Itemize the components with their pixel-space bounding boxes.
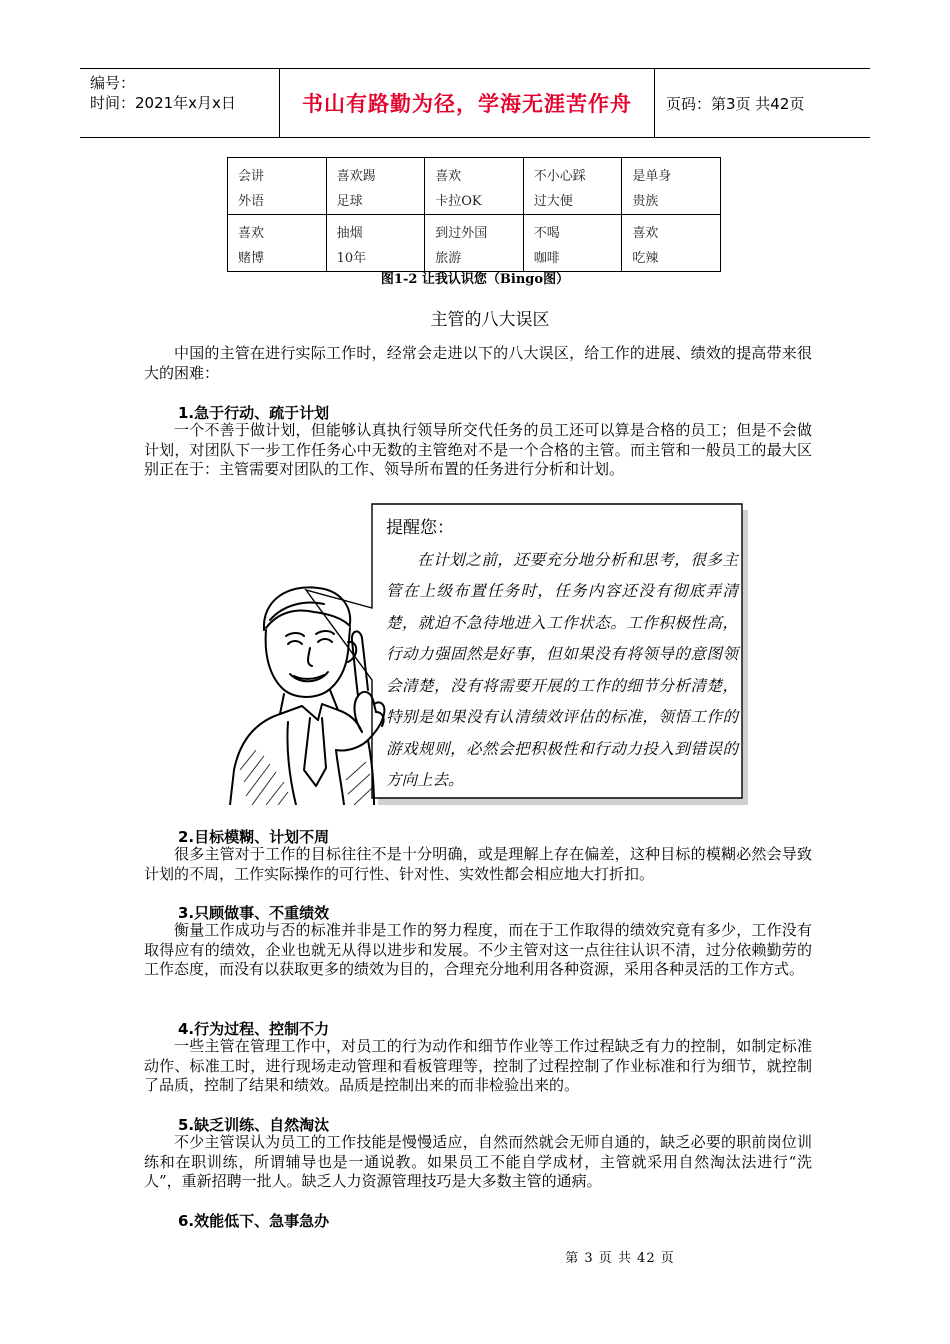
table-row [228,158,721,215]
header-page-info: 页码：第3页 共42页 [666,94,805,113]
intro-paragraph: 中国的主管在进行实际工作时，经常会走进以下的八大误区，给工作的进展、绩效的提高带来很大的困难： [144,344,812,382]
table-cell: 喜欢踢 足球 [326,158,425,215]
item-heading-4: 4.行为过程、控制不力 [178,1020,330,1038]
document-number-label: 编号： [90,74,136,92]
table-cell: 不小心踩 过大便 [523,158,622,215]
table-cell: 到过外国 旅游 [425,215,524,272]
table-cell: 抽烟 10年 [326,215,425,272]
table-cell: 喜欢 赌博 [228,215,327,272]
item-heading-2: 2.目标模糊、计划不周 [178,828,330,846]
table-cell: 是单身 贵族 [622,158,721,215]
bingo-table [227,157,721,272]
document-time-label: 时间：2021年x月x日 [90,94,236,112]
table-cell: 喜欢 吃辣 [622,215,721,272]
page-footer: 第 3 页 共 42 页 [565,1251,675,1266]
reminder-body: 在计划之前，还要充分地分析和思考，很多主管在上级布置任务时，任务内容还没有彻底弄清楚，就迫不急待地进入工作状态。工作积极性高，行动力强固然是好事，但如果没有将领导的意图领会清楚，没有将需要开展的工作的细节分析清楚，特别是如果没有认清绩效评估的标准，领悟工作的游戏规则，必然会把积极性和行动力投入到错误的方向上去。 [386,550,738,789]
item-heading-5: 5.缺乏训练、自然淘汰 [178,1116,330,1134]
table-row [228,215,721,272]
item-heading-3: 3.只顾做事、不重绩效 [178,904,330,922]
item-text-4: 一些主管在管理工作中，对员工的行为动作和细节作业等工作过程缺乏有力的控制，如制定标准动作、标准工时，进行现场走动管理和看板管理等，控制了过程控制了作业标准和行为细节，就控制了品质，控制了结果和绩效。品质是控制出来的而非检验出来的。 [144,1037,812,1094]
header-meta [80,69,280,137]
header-motto: 书山有路勤为径，学海无涯苦作舟 [280,69,655,137]
table-caption: 图1-2 让我认识您（Bingo图） [380,272,570,287]
table-cell: 不喝 咖啡 [523,215,622,272]
item-heading-1: 1.急于行动、疏于计划 [178,404,330,422]
item-text-3: 衡量工作成功与否的标准并非是工作的努力程度，而在于工作取得的绩效究竟有多少，工作没有取得应有的绩效，企业也就无从得以进步和发展。不少主管对这一点往往认识不清，过分依赖勤劳的工作态度，而没有以获取更多的绩效为目的，合理充分地利用各种资源，采用各种灵活的工作方式。 [144,921,812,978]
table-cell: 喜欢 卡拉OK [425,158,524,215]
reminder-text-box [386,513,738,797]
reminder-title: 提醒您： [386,518,454,538]
section-title: 主管的八大误区 [430,310,550,330]
item-text-5: 不少主管误认为员工的工作技能是慢慢适应，自然而然就会无师自通的，缺乏必要的职前岗位训练和在职训练，所谓辅导也是一通说教。如果员工不能自学成材，主管就采用自然淘汰法进行“洗人”，重新招聘一批人。缺乏人力资源管理技巧是大多数主管的通病。 [144,1133,812,1190]
page-header [80,68,870,138]
item-text-1: 一个不善于做计划，但能够认真执行领导所交代任务的员工还可以算是合格的员工；但是不会做计划，对团队下一步工作任务心中无数的主管绝对不是一个合格的主管。而主管和一般员工的最大区别正在于：主管需要对团队的工作、领导所布置的任务进行分析和计划。 [144,421,812,478]
item-heading-6: 6.效能低下、急事急办 [178,1212,330,1230]
table-cell: 会讲 外语 [228,158,327,215]
item-text-2: 很多主管对于工作的目标往往不是十分明确，或是理解上存在偏差，这种目标的模糊必然会导致计划的不周，工作实际操作的可行性、针对性、实效性都会相应地大打折扣。 [144,845,812,883]
